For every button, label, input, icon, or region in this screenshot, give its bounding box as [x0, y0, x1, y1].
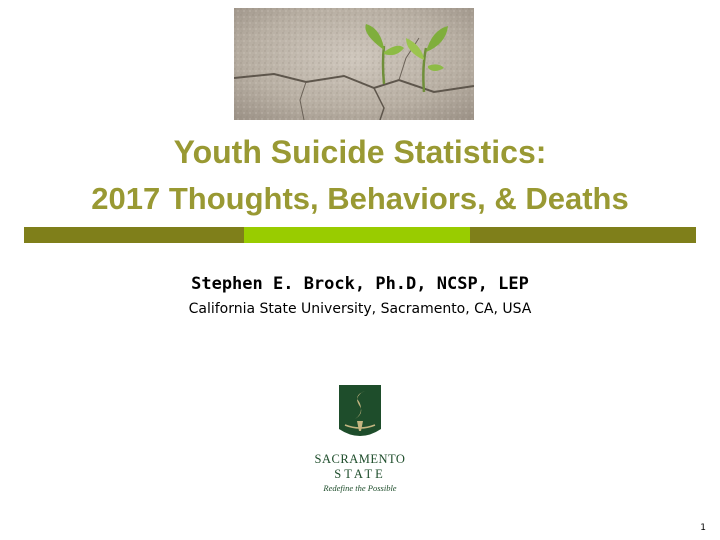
slide-title-line1: Youth Suicide Statistics: — [173, 134, 547, 170]
torch-emblem-icon — [339, 385, 381, 441]
university-logo — [304, 380, 416, 502]
title-divider-right — [470, 227, 696, 243]
logo-tagline: Redefine the Possible — [323, 483, 397, 493]
seedling-icon — [234, 8, 474, 120]
author-name: Stephen E. Brock, Ph.D, NCSP, LEP — [191, 274, 529, 294]
slide-title-line2: 2017 Thoughts, Behaviors, & Deaths — [91, 181, 629, 216]
title-divider-left — [24, 227, 244, 243]
logo-wordmark-line2: STATE — [334, 467, 386, 481]
hero-seedling-photo — [234, 8, 474, 120]
title-divider-center — [244, 227, 470, 243]
page-number: 1 — [700, 523, 706, 533]
logo-wordmark-line1: SACRAMENTO — [314, 452, 406, 466]
author-affiliation: California State University, Sacramento, CA, USA — [188, 301, 532, 317]
